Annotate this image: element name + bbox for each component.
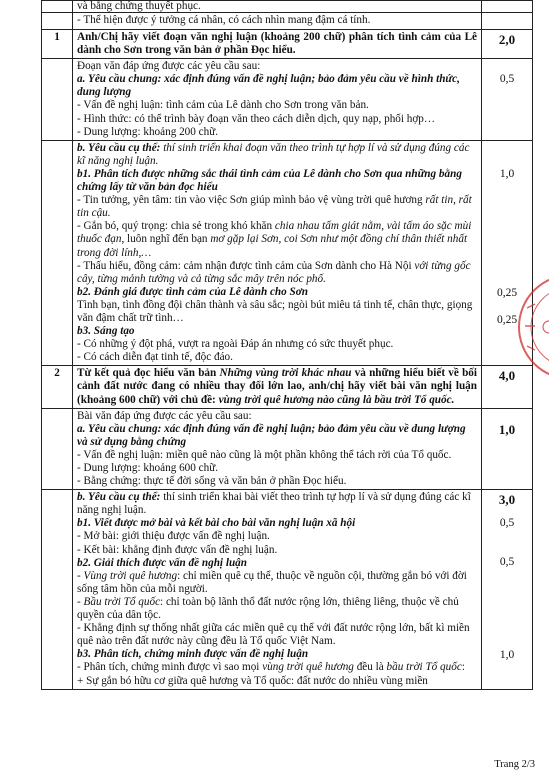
question-number: 2 — [42, 366, 73, 408]
section-score: 0,5 — [499, 73, 515, 86]
subsection-heading: b3. Sáng tạo — [77, 325, 135, 338]
table-row — [42, 366, 533, 408]
list-item: - Dung lượng: khoảng 600 chữ. — [77, 462, 219, 474]
table-row — [42, 1, 533, 13]
question-prompt: Anh/Chị hãy viết đoạn văn nghị luận (khoảng 200 chữ) phân tích tình cảm của Lê dành cho Sơn trong văn bản ở phần Đọc hiểu. — [73, 30, 482, 59]
list-item: - Bầu trời Tổ quốc: chỉ toàn bộ lãnh thổ đất nước rộng lớn, thiêng liêng, thuộc về chủ quyền của dân tộc. — [77, 595, 459, 622]
carryover-line: và bằng chứng thuyết phục. — [77, 0, 201, 12]
subsection-heading: b2. Giải thích được vấn đề nghị luận — [77, 556, 247, 569]
subsection-heading: b1. Phân tích được những sắc thái tình cảm của Lê dành cho Sơn qua những bằng chứng lấy từ văn bản đọc hiểu — [77, 167, 462, 194]
list-item: - Mở bài: giới thiệu được vấn đề nghị luận. — [77, 530, 270, 543]
subsection-score: 1,0 — [499, 167, 515, 180]
list-item: - Có cách diễn đạt tinh tế, độc đáo. — [77, 351, 233, 364]
question-prompt: Từ kết quả đọc hiểu văn bản Những vùng trời khác nhau và những hiểu biết về bối cảnh đất nước đang có nhiều thay đổi lớn lao, anh/chị hãy viết bài văn nghị luận (khoảng 600 chữ) với chủ đề: vùng trời quê hương nào cũng là bầu trời Tổ quốc. — [73, 366, 482, 408]
list-item: - Gắn bó, quý trọng: chia sẻ trong khó khăn chia nhau tấm giát nằm, vài tấm áo sặc mùi thuốc đạn, luôn nghĩ đến bạn mơ gặp lại Sơn, coi Sơn như một đồng chí thân thiết nhất trong đời lính,… — [77, 220, 472, 259]
page-number: Trang 2/3 — [494, 759, 535, 770]
table-row — [42, 140, 533, 366]
table-row — [42, 59, 533, 141]
list-item: - Có những ý đột phá, vượt ra ngoài Đáp án nhưng có sức thuyết phục. — [77, 338, 394, 351]
answer-key-table — [41, 0, 533, 690]
list-item: - Dung lượng: khoảng 200 chữ. — [77, 125, 219, 138]
list-item: - Vấn đề nghị luận: miền quê nào cũng là một phần không thể tách rời của Tổ quốc. — [77, 448, 452, 461]
table-row — [42, 30, 533, 59]
table-row — [42, 490, 533, 689]
subsection-heading: b2. Đánh giá được tình cảm của Lê dành cho Sơn — [77, 285, 308, 298]
subsection-score: 1,0 — [499, 649, 515, 662]
section-heading: a. Yêu cầu chung: xác định đúng vấn đề nghị luận; bảo đảm yêu cầu về hình thức, dung lượng — [77, 73, 460, 99]
subsection-score: 0,5 — [499, 556, 515, 569]
list-item: - Khẳng định sự thống nhất giữa các miền quê cụ thể với đất nước rộng lớn, bất kì miền quê nào trên đất nước này cũng đều là Tổ quốc Việt Nam. — [77, 622, 470, 648]
subsection-score: 0,5 — [499, 517, 515, 530]
list-item: + Sự gắn bó hữu cơ giữa quê hương và Tổ quốc: đất nước do nhiều vùng miền — [77, 674, 428, 687]
question-score: 4,0 — [498, 368, 516, 384]
list-item: - Kết bài: khẳng định được vấn đề nghị luận. — [77, 543, 278, 556]
section-heading: b. Yêu cầu cụ thể: thí sinh triển khai đoạn văn theo trình tự hợp lí và sử dụng đúng các kĩ năng nghị luận. — [77, 141, 470, 167]
list-item: Tình bạn, tình đồng đội chân thành và sâu sắc; ngòi bút miêu tả tinh tế, chân thực, giọng văn đậm chất trữ tình… — [77, 298, 473, 324]
section-heading: b. Yêu cầu cụ thể: thí sinh triển khai bài viết theo trình tự hợp lí và sử dụng đúng các kĩ năng nghị luận. — [77, 491, 471, 517]
subsection-score: 0,25 — [496, 286, 518, 299]
subsection-heading: b3. Phân tích, chứng minh được vấn đề nghị luận — [77, 648, 309, 661]
table-row — [42, 13, 533, 30]
question-number: 1 — [42, 30, 73, 59]
list-item: - Bằng chứng: thực tế đời sống và văn bản ở phần Đọc hiểu. — [77, 475, 347, 488]
section-intro: Bài văn đáp ứng được các yêu cầu sau: — [77, 409, 252, 422]
list-item: - Vấn đề nghị luận: tình cảm của Lê dành cho Sơn trong văn bản. — [77, 99, 369, 112]
list-item: - Phân tích, chứng minh được vì sao mọi vùng trời quê hương đều là bầu trời Tổ quốc: — [77, 661, 465, 674]
list-item: - Thấu hiểu, đồng cảm: cảm nhận được tình cảm của Sơn dành cho Hà Nội với từng gốc cây, từng mảnh tường và cả từng sắc mây trên nóc phố. — [77, 259, 471, 285]
section-heading: a. Yêu cầu chung: xác định đúng vấn đề nghị luận; bảo đảm yêu cầu về dung lượng và sử dụng bằng chứng — [77, 422, 466, 448]
list-item: - Hình thức: có thể trình bày đoạn văn theo cách diễn dịch, quy nạp, phối hợp… — [77, 112, 436, 125]
section-score: 3,0 — [498, 492, 516, 508]
seal-icon — [513, 268, 549, 386]
subsection-score: 0,25 — [496, 313, 518, 326]
section-intro: Đoạn văn đáp ứng được các yêu cầu sau: — [77, 60, 261, 73]
list-item: - Tin tưởng, yên tâm: tin vào việc Sơn giúp mình bảo vệ vùng trời quê hương rất tin, rất tin cậu. — [77, 194, 472, 220]
official-seal — [513, 268, 549, 386]
carryover-line: - Thể hiện được ý tưởng cá nhân, có cách nhìn mang đậm cá tính. — [77, 14, 371, 26]
question-score: 2,0 — [498, 32, 516, 47]
list-item: - Vùng trời quê hương: chỉ miền quê cụ thể, thuộc về nguồn cội, thường gắn bó với đời sống tâm hồn của mỗi người. — [77, 569, 467, 595]
table-row — [42, 408, 533, 490]
subsection-heading: b1. Viết được mở bài và kết bài cho bài văn nghị luận xã hội — [77, 517, 356, 530]
section-score: 1,0 — [498, 421, 516, 437]
